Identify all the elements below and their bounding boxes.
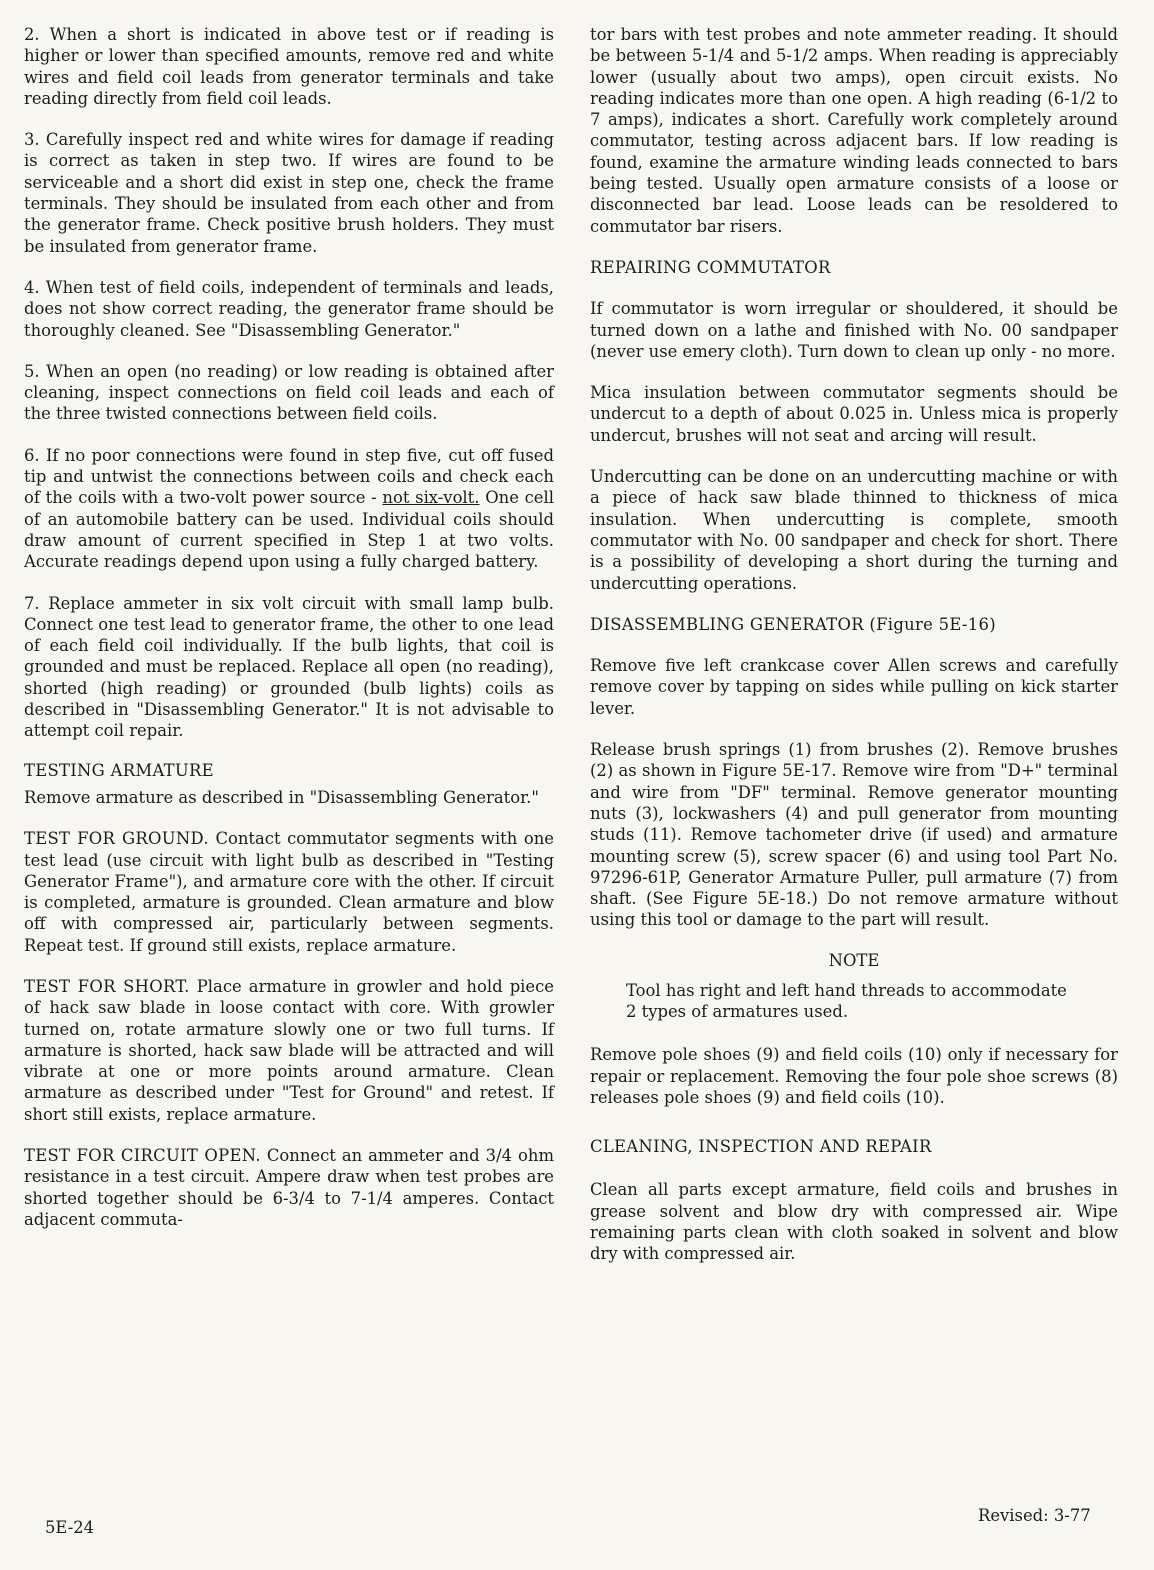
note-heading: NOTE <box>828 950 880 970</box>
repairing-paragraph-3: Undercutting can be done on an undercutting machine or with a piece of hack saw blade thinned to thickness of mica insulation. When undercutting is complete, smooth commutator with No. 00 sandpaper and check for short. There is a possibility of developing a short during the turning and undercutting operations. <box>590 467 1118 593</box>
left-column <box>24 24 554 1250</box>
disassembling-paragraph-2: Release brush springs (1) from brushes (2). Remove brushes (2) as shown in Figure 5E-17. Remove wire from "D+" terminal and wire from "DF" terminal. Remove generator mounting nuts (3), lockwashers (4) and pull generator from mounting studs (11). Remove tachometer drive (if used) and armature mounting screw (5), screw spacer (6) and using tool Part No. 97296-61P, Generator Armature Puller, pull armature (7) from shaft. (See Figure 5E-18.) Do not remove armature without using this tool or damage to the part will result. <box>590 740 1118 930</box>
step-6-underlined: not six-volt. <box>382 488 480 508</box>
test-open-paragraph <box>24 1145 554 1230</box>
test-ground-paragraph <box>24 828 554 956</box>
test-short-lead: TEST FOR SHORT. <box>24 976 190 996</box>
repairing-paragraph-1: If commutator is worn irregular or shouldered, it should be turned down on a lathe and finished with No. 00 sandpaper (never use emery cloth). Turn down to clean up only - no more. <box>590 299 1118 361</box>
test-short-paragraph <box>24 976 554 1125</box>
disassembling-generator-heading: DISASSEMBLING GENERATOR (Figure 5E-16) <box>590 614 996 634</box>
step-2-paragraph: 2. When a short is indicated in above test or if reading is higher or lower than specified amounts, remove red and white wires and field coil leads from generator terminals and take reading directly from field coil leads. <box>24 25 554 108</box>
step-6-paragraph <box>24 445 554 573</box>
note-text: Tool has right and left hand threads to accommodate 2 types of armatures used. <box>626 980 1067 1021</box>
test-open-text: Connect an ammeter and 3/4 ohm resistance in a test circuit. Ampere draw when test probes are shorted together should be 6-3/4 to 7-1/4 amperes. Contact adjacent commuta- <box>24 1146 554 1229</box>
right-column <box>590 24 1118 1285</box>
testing-armature-heading: TESTING ARMATURE <box>24 760 214 780</box>
test-open-lead: TEST FOR CIRCUIT OPEN. <box>24 1146 261 1166</box>
cleaning-heading: CLEANING, INSPECTION AND REPAIR <box>590 1137 932 1157</box>
test-ground-lead: TEST FOR GROUND. <box>24 829 209 849</box>
repairing-commutator-heading: REPAIRING COMMUTATOR <box>590 257 831 277</box>
test-ground-text: Contact commutator segments with one test lead (use circuit with light bulb as described in "Testing Generator Frame"), and armature core with the other. If circuit is completed, armature is grounded. Clean armature and blow off with compressed air, particularly between segments. Repeat test. If ground still exists, replace armature. <box>24 829 554 955</box>
disassembling-paragraph-3: Remove pole shoes (9) and field coils (10) only if necessary for repair or replacement. Removing the four pole shoe screws (8) releases pole shoes (9) and field coils (10). <box>590 1045 1118 1107</box>
step-3-paragraph: 3. Carefully inspect red and white wires for damage if reading is correct as taken in step two. If wires are found to be serviceable and a short did exist in step one, check the frame terminals. They should be insulated from each other and from the generator frame. Check positive brush holders. They must be insulated from generator frame. <box>24 130 554 256</box>
step-7-paragraph: 7. Replace ammeter in six volt circuit with small lamp bulb. Connect one test lead to generator frame, the other to one lead of each field coil individually. If the bulb lights, that coil is grounded and must be replaced. Replace all open (no reading), shorted (high reading) or grounded (bulb lights) coils as described in "Disassembling Generator." It is not advisable to attempt coil repair. <box>24 593 554 741</box>
step-5-paragraph: 5. When an open (no reading) or low reading is obtained after cleaning, inspect connections on field coil leads and each of the three twisted connections between field coils. <box>24 361 554 424</box>
test-short-text: Place armature in growler and hold piece of hack saw blade in loose contact with core. With growler turned on, rotate armature slowly one or two full turns. If armature is shorted, hack saw blade will be attracted and will vibrate at one or more points around armature. Clean armature as described under "Test for Ground" and retest. If short still exists, replace armature. <box>24 976 555 1124</box>
disassembling-paragraph-1: Remove five left crankcase cover Allen screws and carefully remove cover by tapping on sides while pulling on kick starter lever. <box>590 656 1118 718</box>
test-open-continued: tor bars with test probes and note ammeter reading. It should be between 5-1/4 and 5-1/2 amps. When reading is appreciably lower (usually about two amps), open circuit exists. No reading indicates more than one open. A high reading (6-1/2 to 7 amps), indicates a short. Carefully work completely around commutator, testing across adjacent bars. If low reading is found, examine the armature winding leads connected to bars being tested. Usually open armature consists of a loose or disconnected bar lead. Loose leads can be resoldered to commutator bar risers. <box>590 25 1118 236</box>
page-number: 5E-24 <box>45 1518 95 1537</box>
step-6-text-b: One cell of an automobile battery can be used. Individual coils should draw amount of current specified in Step 1 at two volts. Accurate readings depend upon using a fully charged battery. <box>24 488 554 572</box>
step-6-text-a: 6. If no poor connections were found in step five, cut off fused tip and untwist the connections between coils and check each of the coils with a two-volt power source - <box>24 445 554 508</box>
revision-date: Revised: 3-77 <box>978 1506 1091 1525</box>
cleaning-paragraph-1: Clean all parts except armature, field coils and brushes in grease solvent and blow dry with compressed air. Wipe remaining parts clean with cloth soaked in solvent and blow dry with compressed air. <box>590 1180 1118 1264</box>
repairing-paragraph-2: Mica insulation between commutator segments should be undercut to a depth of about 0.025 in. Unless mica is properly undercut, brushes will not seat and arcing will result. <box>590 383 1118 445</box>
testing-armature-text: Remove armature as described in "Disassembling Generator." <box>24 787 539 807</box>
step-4-paragraph: 4. When test of field coils, independent of terminals and leads, does not show correct reading, the generator frame should be thoroughly cleaned. See "Disassembling Generator." <box>24 277 554 340</box>
